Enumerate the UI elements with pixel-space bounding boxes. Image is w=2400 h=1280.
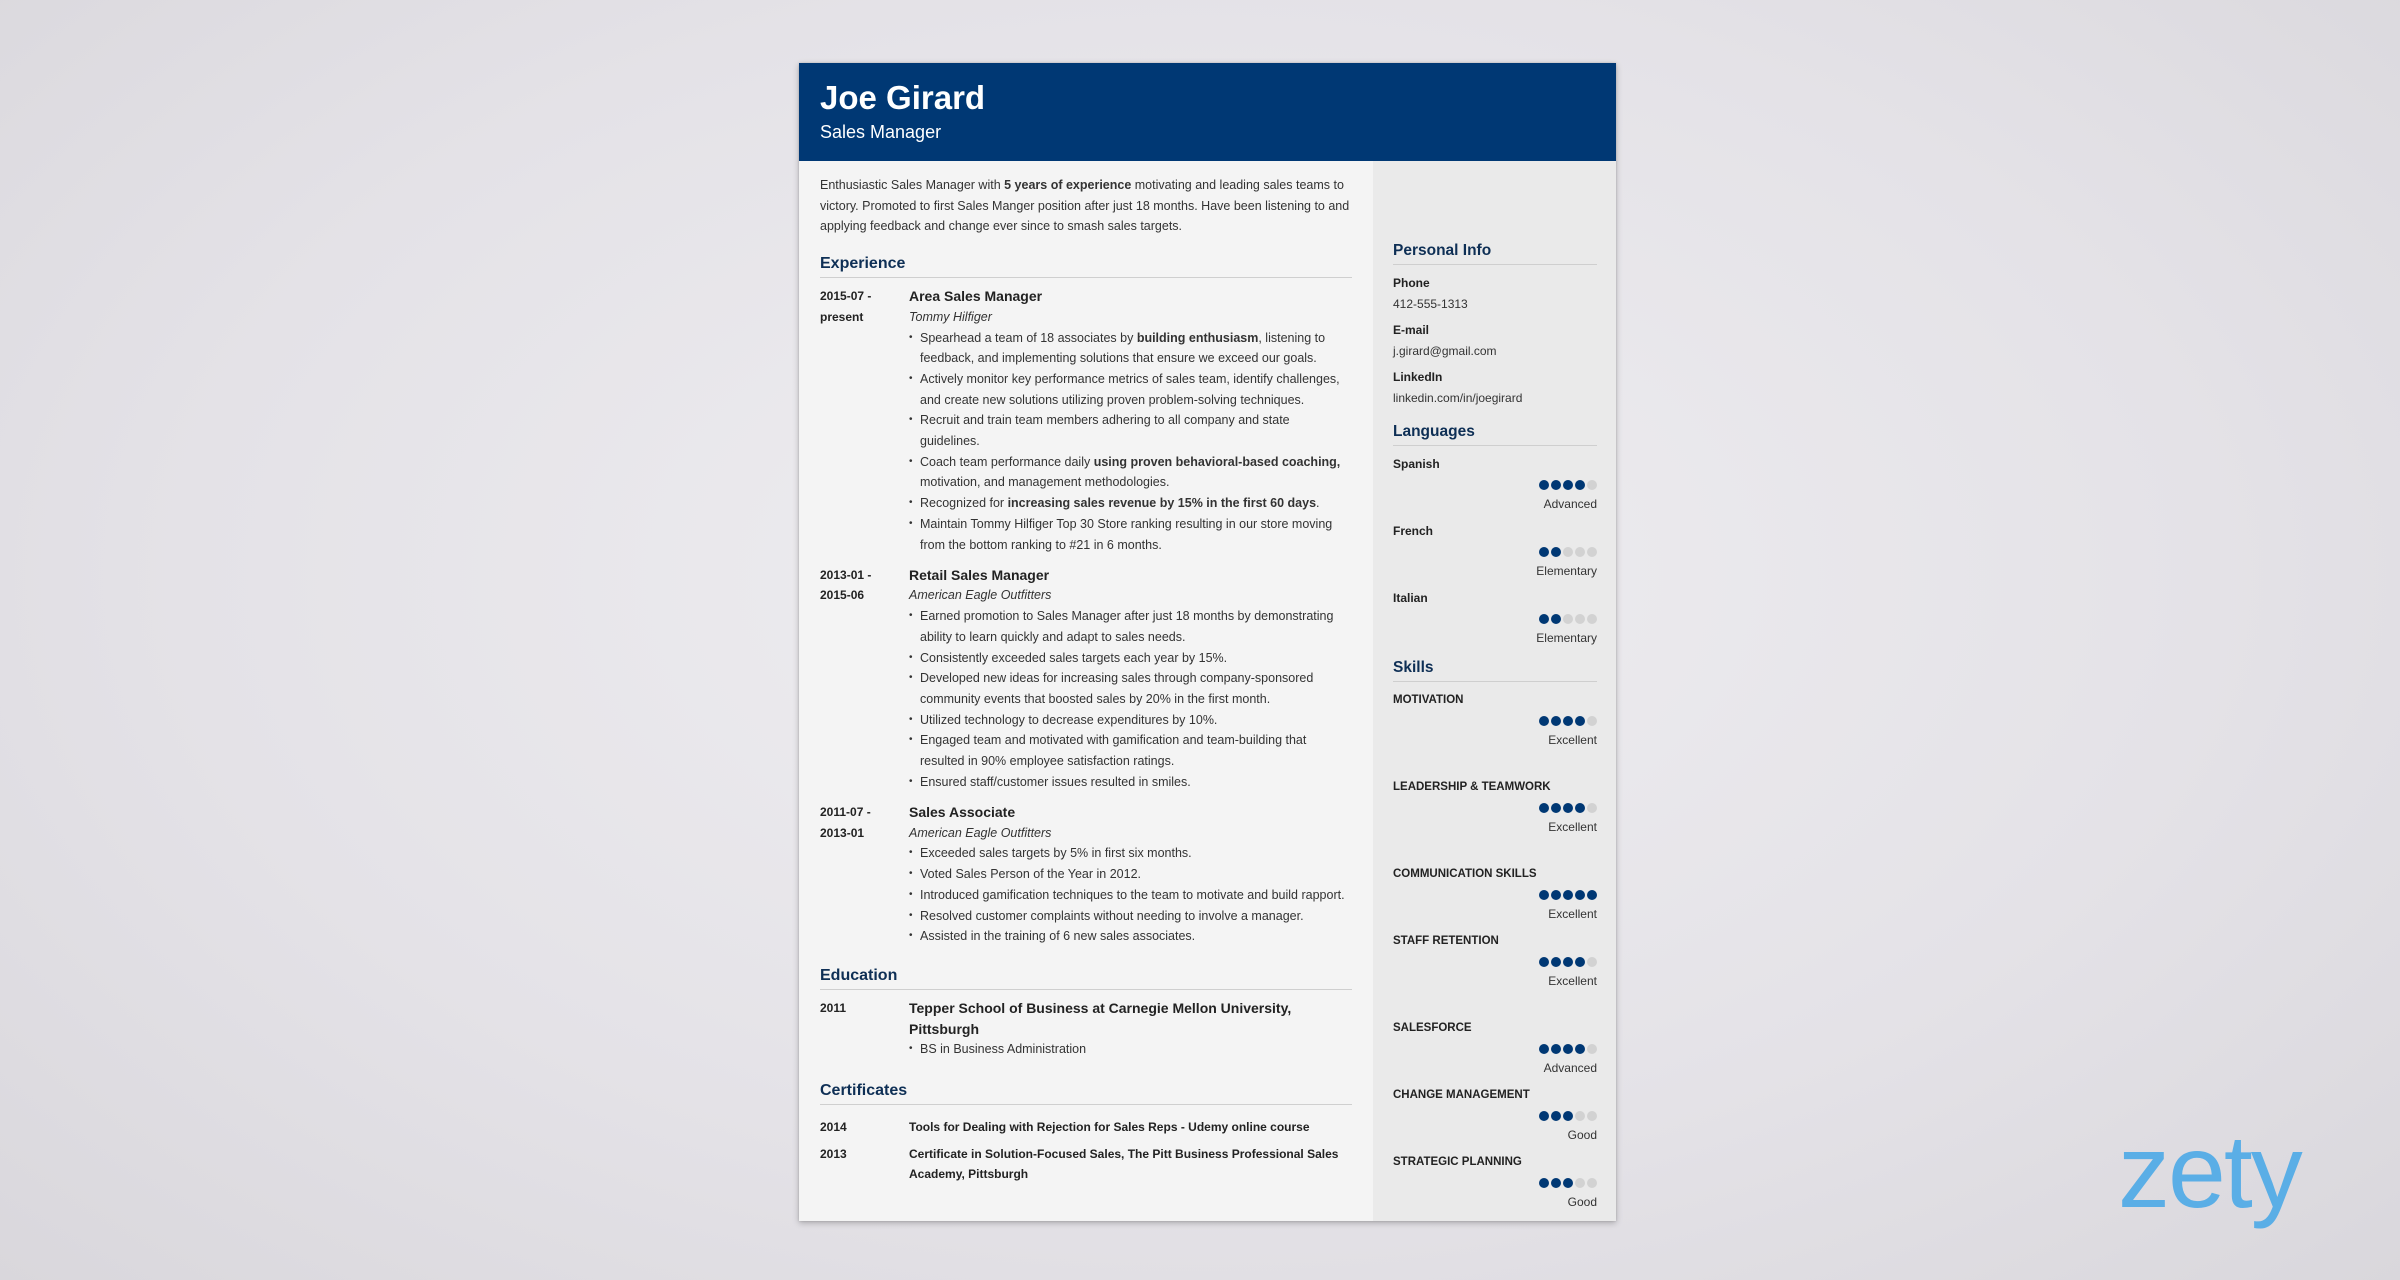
empty-dot-icon (1587, 547, 1597, 557)
job-dates (820, 286, 909, 555)
filled-dot-icon (1551, 803, 1561, 813)
empty-dot-icon (1587, 480, 1597, 490)
skill-name: MOTIVATION (1393, 694, 1464, 706)
certificates-heading: Certificates (820, 1080, 1352, 1105)
filled-dot-icon (1563, 716, 1573, 726)
skill-level: Good (1567, 1128, 1597, 1142)
skill-level: Good (1567, 1195, 1597, 1209)
job-title: Retail Sales Manager (909, 566, 1050, 583)
job-start-date: 2015-07 - (820, 289, 872, 304)
linkedin-label: LinkedIn (1393, 370, 1443, 384)
job-title: Area Sales Manager (909, 288, 1043, 305)
filled-dot-icon (1551, 1044, 1561, 1054)
lang-level: Advanced (1543, 497, 1597, 511)
certificate-date: 2013 (820, 1147, 847, 1162)
job-bullet (909, 730, 1352, 771)
lang-level: Elementary (1536, 564, 1597, 578)
filled-dot-icon (1575, 1044, 1585, 1054)
skill-level: Excellent (1548, 733, 1597, 747)
job-start-date: 2013-01 - (820, 567, 872, 582)
bold-text: increasing sales revenue by 15% in the first 60 days (1007, 496, 1317, 511)
filled-dot-icon (1563, 1044, 1573, 1054)
job-bullet (909, 452, 1352, 493)
filled-dot-icon (1575, 890, 1585, 900)
rating-dots (1393, 711, 1597, 731)
skill-name: STRATEGIC PLANNING (1393, 1156, 1522, 1168)
education-heading: Education (820, 965, 1352, 990)
job-bullet (909, 843, 1352, 864)
email-value: j.girard@gmail.com (1393, 344, 1497, 358)
job-bullets (909, 843, 1352, 947)
phone-value: 412-555-1313 (1393, 297, 1468, 311)
job-title: Sales Associate (909, 803, 1016, 820)
rating-dots (1393, 885, 1597, 905)
job-bullet (909, 493, 1352, 514)
job-company: Tommy Hilfiger (909, 309, 992, 324)
experience-heading: Experience (820, 253, 1352, 278)
job-entry (820, 802, 1352, 947)
certificates-list (820, 1117, 1352, 1184)
empty-dot-icon (1575, 1111, 1585, 1121)
filled-dot-icon (1563, 803, 1573, 813)
text-segment: Utilized technology to decrease expenditures by 10%. (920, 712, 1218, 727)
text-segment: Engaged team and motivated with gamification and team-building that resulted in 90% employee satisfaction ratings. (920, 733, 1307, 769)
job-bullets (909, 606, 1352, 792)
text-segment: Earned promotion to Sales Manager after just 18 months by demonstrating ability to learn quickly and adapt to sales needs. (920, 609, 1334, 644)
lang-entry (1393, 454, 1597, 514)
skill-entry (1393, 777, 1597, 837)
job-dates (820, 802, 909, 947)
job-bullet (909, 410, 1352, 451)
job-bullet (909, 514, 1352, 555)
skill-level: Advanced (1543, 1061, 1597, 1075)
job-end-date: 2015-06 (820, 588, 865, 603)
filled-dot-icon (1539, 957, 1549, 967)
text-segment: Spearhead a team of 18 associates by (920, 330, 1137, 345)
job-bullet (909, 710, 1352, 731)
text-segment: Maintain Tommy Hilfiger Top 30 Store ranking resulting in our store moving from the bottom ranking to #21 in 6 months. (920, 516, 1333, 552)
text-segment: , listening to feedback, and implementing solutions that ensure we exceed our goals. (920, 330, 1326, 366)
filled-dot-icon (1539, 890, 1549, 900)
job-bullet (909, 772, 1352, 793)
text-segment: Recognized for (920, 496, 1008, 511)
resume-page (799, 63, 1616, 1221)
job-bullet (909, 668, 1352, 709)
rating-dots (1393, 1106, 1597, 1126)
filled-dot-icon (1551, 716, 1561, 726)
skill-entry (1393, 1152, 1597, 1212)
filled-dot-icon (1551, 1178, 1561, 1188)
filled-dot-icon (1575, 716, 1585, 726)
text-segment: Voted Sales Person of the Year in 2012. (920, 867, 1142, 882)
rating-dots (1393, 952, 1597, 972)
education-degree: • BS in Business Administration (909, 1039, 1352, 1060)
certificate-date: 2014 (820, 1120, 847, 1135)
empty-dot-icon (1587, 716, 1597, 726)
skill-entry (1393, 690, 1597, 750)
job-company: American Eagle Outfitters (909, 825, 1052, 840)
text-segment: Assisted in the training of 6 new sales associates. (920, 929, 1196, 944)
job-bullet (909, 926, 1352, 947)
skill-name: CHANGE MANAGEMENT (1393, 1089, 1530, 1101)
job-bullet (909, 328, 1352, 369)
empty-dot-icon (1587, 614, 1597, 624)
skill-name: LEADERSHIP & TEAMWORK (1393, 781, 1551, 793)
skill-entry (1393, 1018, 1597, 1078)
filled-dot-icon (1539, 480, 1549, 490)
bold-text: 5 years of experience (1004, 178, 1132, 192)
certificate-entry (820, 1144, 1352, 1184)
filled-dot-icon (1587, 890, 1597, 900)
job-entry (820, 286, 1352, 555)
lang-level: Elementary (1536, 631, 1597, 645)
empty-dot-icon (1563, 547, 1573, 557)
education-entry (820, 998, 1352, 1060)
skill-level: Excellent (1548, 907, 1597, 921)
lang-entry (1393, 521, 1597, 581)
filled-dot-icon (1551, 890, 1561, 900)
job-body (909, 286, 1352, 555)
resume-header (799, 63, 1616, 161)
empty-dot-icon (1587, 1111, 1597, 1121)
text-segment: Coach team performance daily (920, 454, 1094, 469)
job-bullet (909, 906, 1352, 927)
empty-dot-icon (1587, 803, 1597, 813)
text-segment: Ensured staff/customer issues resulted in smiles. (920, 774, 1191, 789)
skill-level: Excellent (1548, 974, 1597, 988)
skill-level: Excellent (1548, 820, 1597, 834)
rating-dots (1393, 609, 1597, 629)
filled-dot-icon (1539, 803, 1549, 813)
filled-dot-icon (1539, 1178, 1549, 1188)
rating-dots (1393, 542, 1597, 562)
rating-dots (1393, 475, 1597, 495)
empty-dot-icon (1587, 1178, 1597, 1188)
skill-name: COMMUNICATION SKILLS (1393, 868, 1537, 880)
email-label: E-mail (1393, 323, 1430, 337)
filled-dot-icon (1575, 803, 1585, 813)
job-body (909, 802, 1352, 947)
filled-dot-icon (1539, 1044, 1549, 1054)
empty-dot-icon (1575, 614, 1585, 624)
certificate-name: Certificate in Solution-Focused Sales, The Pitt Business Professional Sales Academy, Pittsburgh (909, 1147, 1339, 1182)
candidate-name: Joe Girard (820, 79, 986, 116)
text-segment: Recruit and train team members adhering to all company and state guidelines. (920, 413, 1290, 449)
job-start-date: 2011-07 - (820, 804, 871, 819)
lang-name: Spanish (1393, 457, 1440, 471)
filled-dot-icon (1551, 957, 1561, 967)
skill-name: SALESFORCE (1393, 1022, 1472, 1034)
rating-dots (1393, 1039, 1597, 1059)
filled-dot-icon (1563, 480, 1573, 490)
empty-dot-icon (1575, 1178, 1585, 1188)
skills-list (1393, 690, 1597, 1212)
filled-dot-icon (1563, 890, 1573, 900)
job-end-date: present (820, 309, 864, 324)
languages-heading: Languages (1393, 421, 1597, 446)
education-date: 2011 (820, 1000, 847, 1015)
job-entry (820, 565, 1352, 793)
text-segment: Exceeded sales targets by 5% in first six months. (920, 846, 1192, 861)
filled-dot-icon (1539, 716, 1549, 726)
filled-dot-icon (1575, 480, 1585, 490)
text-segment: Consistently exceeded sales targets each year by 15%. (920, 650, 1228, 665)
text-segment: Introduced gamification techniques to the team to motivate and build rapport. (920, 887, 1345, 902)
skills-heading: Skills (1393, 657, 1597, 682)
lang-name: French (1393, 524, 1434, 538)
filled-dot-icon (1539, 547, 1549, 557)
job-company: American Eagle Outfitters (909, 588, 1052, 603)
filled-dot-icon (1563, 957, 1573, 967)
linkedin-value: linkedin.com/in/joegirard (1393, 391, 1523, 405)
rating-dots (1393, 1173, 1597, 1193)
languages-list (1393, 454, 1597, 648)
filled-dot-icon (1563, 1178, 1573, 1188)
skill-name: STAFF RETENTION (1393, 935, 1499, 947)
lang-entry (1393, 588, 1597, 648)
job-bullet (909, 885, 1352, 906)
text-segment: Enthusiastic Sales Manager with (820, 178, 1005, 192)
personal-info-heading: Personal Info (1393, 240, 1597, 265)
bold-text: using proven behavioral-based coaching, (1093, 454, 1341, 469)
job-body (909, 565, 1352, 793)
zety-logo: zety (2118, 1114, 2301, 1230)
summary (820, 175, 1352, 237)
job-bullet (909, 606, 1352, 647)
text-segment: motivation, and management methodologies. (920, 475, 1170, 490)
skill-entry (1393, 1085, 1597, 1145)
main-column (820, 175, 1352, 1191)
filled-dot-icon (1563, 1111, 1573, 1121)
empty-dot-icon (1587, 957, 1597, 967)
text-segment: Developed new ideas for increasing sales through company-sponsored community events that boosted sales by 20% in the first month. (920, 671, 1314, 706)
lang-name: Italian (1393, 591, 1428, 605)
filled-dot-icon (1551, 547, 1561, 557)
filled-dot-icon (1539, 1111, 1549, 1121)
certificate-name: Tools for Dealing with Rejection for Sales Reps - Udemy online course (909, 1120, 1310, 1135)
text-segment: motivating and leading sales teams to victory. Promoted to first Sales Manger position after just 18 months. Have been listening to and applying feedback and change ever since to smash sales targets. (820, 178, 1350, 234)
sidebar (1373, 161, 1616, 1221)
filled-dot-icon (1575, 957, 1585, 967)
experience-list (820, 286, 1352, 947)
job-bullet (909, 369, 1352, 410)
job-dates (820, 565, 909, 793)
job-bullets (909, 328, 1352, 556)
filled-dot-icon (1551, 1111, 1561, 1121)
filled-dot-icon (1539, 614, 1549, 624)
empty-dot-icon (1587, 1044, 1597, 1054)
skill-entry (1393, 864, 1597, 924)
job-end-date: 2013-01 (820, 825, 865, 840)
education-school: Tepper School of Business at Carnegie Mellon University, Pittsburgh (909, 999, 1292, 1037)
candidate-title: Sales Manager (820, 122, 942, 142)
empty-dot-icon (1563, 614, 1573, 624)
text-segment: Resolved customer complaints without needing to involve a manager. (920, 908, 1304, 923)
certificate-entry (820, 1117, 1352, 1137)
job-bullet (909, 648, 1352, 669)
rating-dots (1393, 798, 1597, 818)
text-segment: . (1316, 496, 1320, 511)
bold-text: building enthusiasm (1136, 330, 1259, 345)
filled-dot-icon (1551, 480, 1561, 490)
skill-entry (1393, 931, 1597, 991)
filled-dot-icon (1551, 614, 1561, 624)
empty-dot-icon (1575, 547, 1585, 557)
text-segment: Actively monitor key performance metrics of sales team, identify challenges, and create new solutions utilizing proven problem-solving techniques. (920, 371, 1340, 407)
job-bullet (909, 864, 1352, 885)
phone-label: Phone (1393, 276, 1430, 290)
